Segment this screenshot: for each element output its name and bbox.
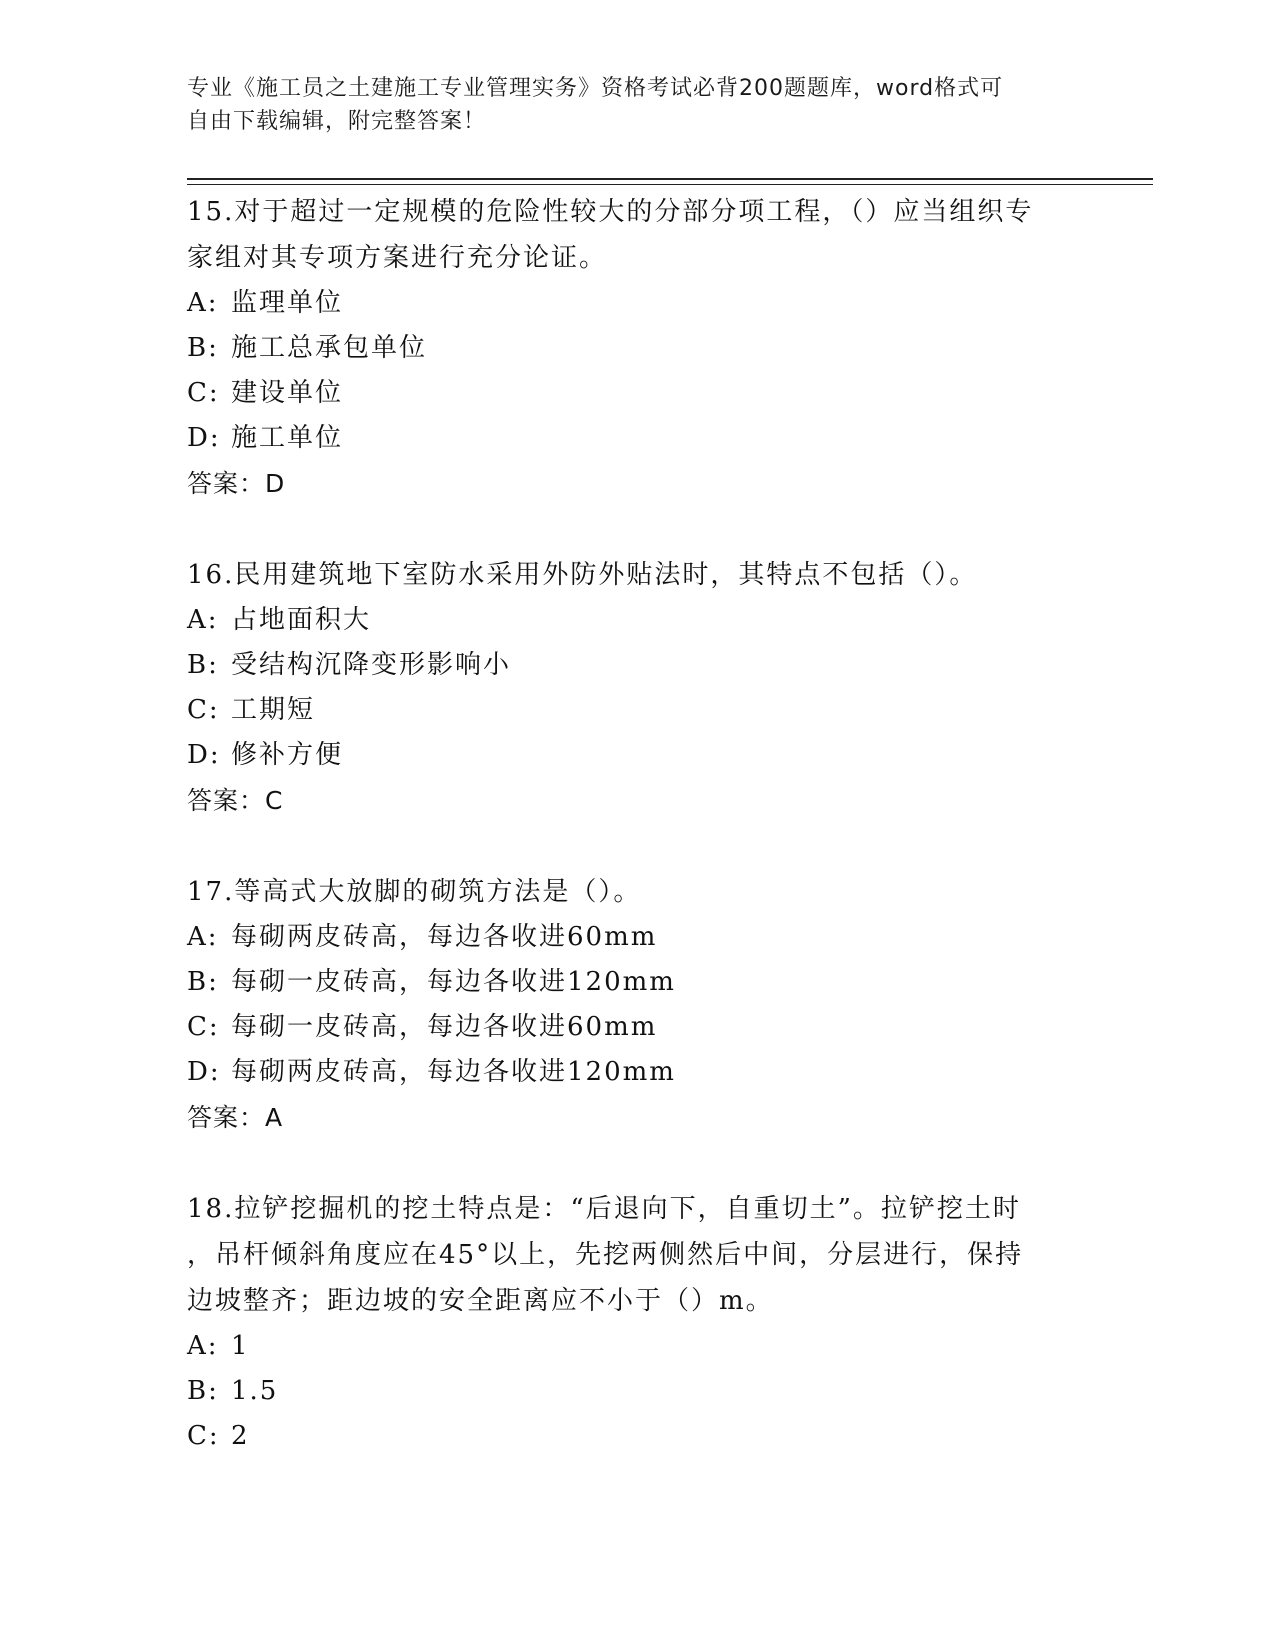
option-text: 监理单位 bbox=[231, 288, 344, 318]
question-stem-line: 15.对于超过一定规模的危险性较大的分部分项工程，（）应当组织专 bbox=[187, 197, 1034, 227]
option-letter: C: bbox=[187, 378, 220, 408]
option-letter: D: bbox=[187, 1057, 221, 1087]
option-b bbox=[187, 960, 1087, 1005]
question-stem bbox=[187, 189, 1087, 281]
answer-line: 答案：D bbox=[187, 469, 286, 498]
answer-line: 答案：C bbox=[187, 786, 284, 815]
question-stem-line: ，吊杆倾斜角度应在45°以上，先挖两侧然后中间，分层进行，保持 bbox=[187, 1240, 1024, 1270]
option-d bbox=[187, 733, 1087, 778]
option-letter: A: bbox=[187, 922, 219, 952]
option-letter: A: bbox=[187, 1331, 219, 1361]
header-divider-thin bbox=[187, 184, 1153, 185]
option-text: 修补方便 bbox=[231, 740, 344, 770]
question-list bbox=[187, 189, 1087, 1459]
question-stem-line: 17.等高式大放脚的砌筑方法是（）。 bbox=[187, 877, 642, 907]
header-line-1: 专业《施工员之土建施工专业管理实务》资格考试必背200题题库，word格式可 bbox=[187, 76, 1004, 101]
option-a bbox=[187, 1324, 1087, 1369]
option-c bbox=[187, 1005, 1087, 1050]
option-d bbox=[187, 416, 1087, 461]
option-a bbox=[187, 281, 1087, 326]
question-17 bbox=[187, 869, 1087, 1140]
option-letter: A: bbox=[187, 605, 219, 635]
header-divider-thick bbox=[187, 178, 1153, 180]
question-15 bbox=[187, 189, 1087, 506]
option-c bbox=[187, 371, 1087, 416]
question-stem bbox=[187, 552, 1087, 598]
question-stem-line: 18.拉铲挖掘机的挖土特点是：“后退向下，自重切土”。拉铲挖土时 bbox=[187, 1194, 1021, 1224]
option-letter: B: bbox=[187, 333, 219, 363]
option-letter: B: bbox=[187, 1376, 219, 1406]
option-text: 1.5 bbox=[231, 1376, 279, 1406]
option-c bbox=[187, 688, 1087, 733]
question-stem-line: 16.民用建筑地下室防水采用外防外贴法时，其特点不包括（）。 bbox=[187, 560, 978, 590]
option-b bbox=[187, 643, 1087, 688]
option-text: 每砌一皮砖高，每边各收进120mm bbox=[231, 967, 676, 997]
option-text: 建设单位 bbox=[231, 378, 344, 408]
option-b bbox=[187, 1369, 1087, 1414]
option-text: 受结构沉降变形影响小 bbox=[231, 650, 512, 680]
option-text: 工期短 bbox=[231, 695, 316, 725]
option-letter: C: bbox=[187, 1421, 220, 1451]
option-d bbox=[187, 1050, 1087, 1095]
option-letter: C: bbox=[187, 695, 220, 725]
question-spacer bbox=[187, 506, 1087, 552]
question-18 bbox=[187, 1186, 1087, 1459]
question-stem bbox=[187, 1186, 1087, 1324]
option-text: 1 bbox=[231, 1331, 250, 1361]
option-c bbox=[187, 1414, 1087, 1459]
option-letter: C: bbox=[187, 1012, 220, 1042]
option-text: 每砌两皮砖高，每边各收进60mm bbox=[231, 922, 658, 952]
question-16 bbox=[187, 552, 1087, 823]
question-spacer bbox=[187, 1140, 1087, 1186]
option-text: 2 bbox=[231, 1421, 250, 1451]
header-line-2: 自由下载编辑，附完整答案！ bbox=[187, 109, 487, 134]
question-stem bbox=[187, 869, 1087, 915]
option-text: 每砌两皮砖高，每边各收进120mm bbox=[231, 1057, 676, 1087]
option-text: 施工总承包单位 bbox=[231, 333, 428, 363]
option-letter: D: bbox=[187, 740, 221, 770]
option-letter: A: bbox=[187, 288, 219, 318]
question-spacer bbox=[187, 823, 1087, 869]
option-letter: B: bbox=[187, 967, 219, 997]
option-text: 占地面积大 bbox=[231, 605, 372, 635]
option-b bbox=[187, 326, 1087, 371]
document-header bbox=[187, 72, 1067, 138]
option-a bbox=[187, 915, 1087, 960]
option-a bbox=[187, 598, 1087, 643]
question-stem-line: 家组对其专项方案进行充分论证。 bbox=[187, 243, 608, 273]
option-text: 施工单位 bbox=[231, 423, 344, 453]
option-letter: B: bbox=[187, 650, 219, 680]
answer-line: 答案：A bbox=[187, 1103, 284, 1132]
option-text: 每砌一皮砖高，每边各收进60mm bbox=[231, 1012, 658, 1042]
question-stem-line: 边坡整齐；距边坡的安全距离应不小于（）m。 bbox=[187, 1286, 774, 1316]
option-letter: D: bbox=[187, 423, 221, 453]
